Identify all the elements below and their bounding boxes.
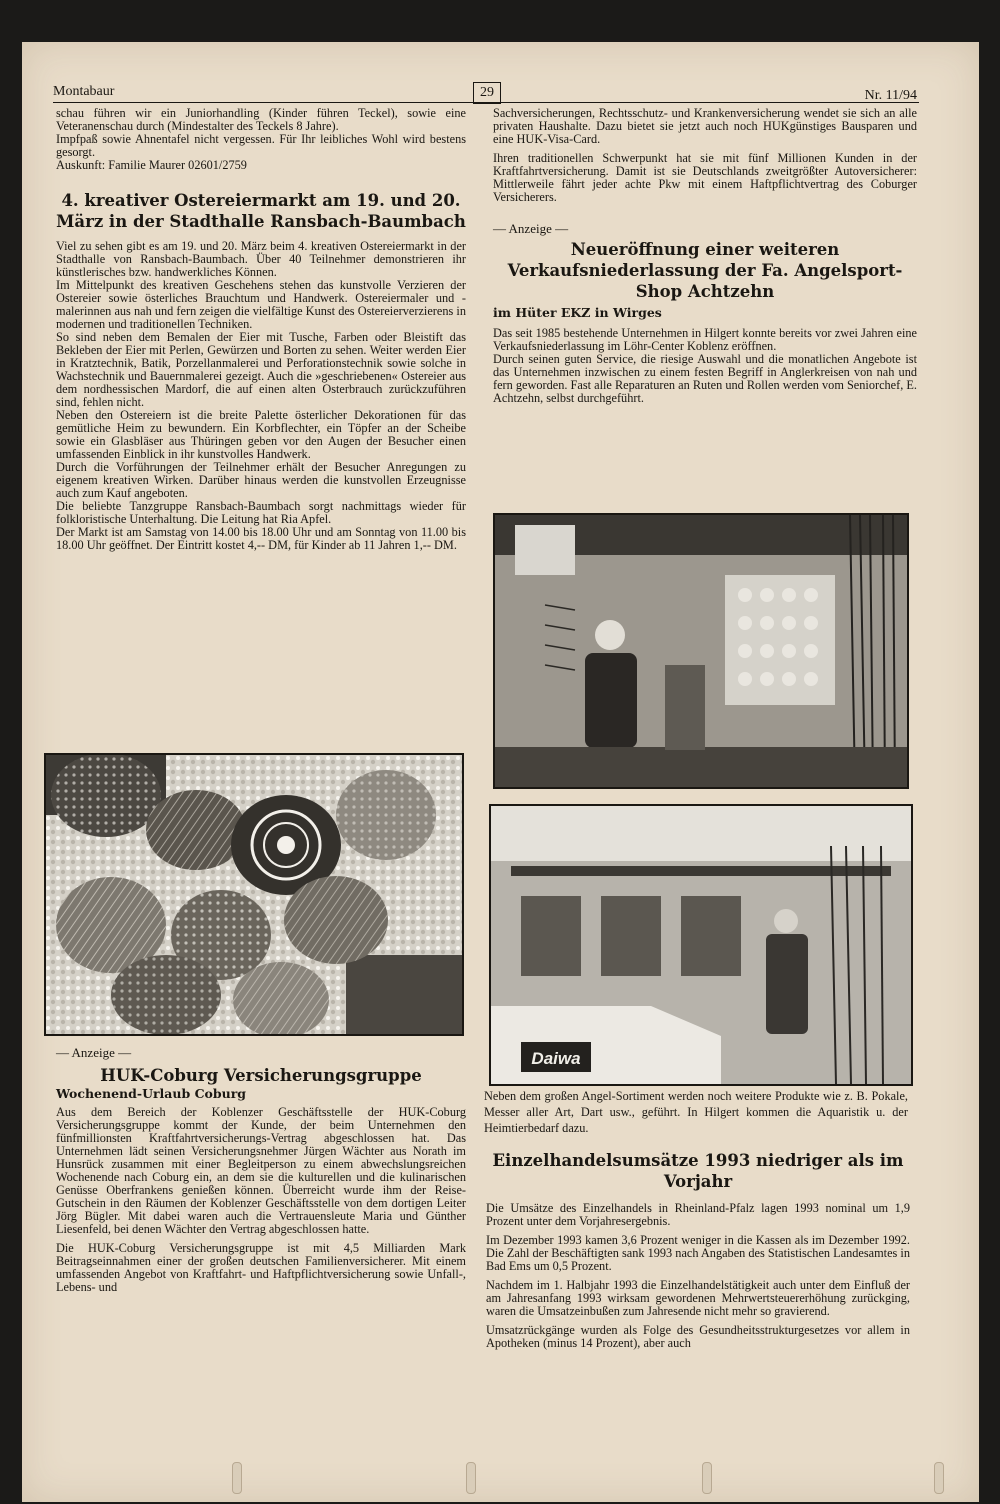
intro-paragraph: Impfpaß sowie Ahnentafel nicht vergessen. Für Ihr leibliches Wohl wird bestens gesorgt.: [56, 132, 466, 159]
decorated-egg: [284, 876, 388, 964]
ostereiermarkt-headline: 4. kreativer Ostereiermarkt am 19. und 20. März in der Stadthalle Ransbach-Baumbach: [56, 191, 466, 231]
page-header: [53, 82, 917, 104]
angelsport-paragraph: Das seit 1985 bestehende Unternehmen in Hilgert konnte bereits vor zwei Jahren eine Verkaufsniederlassung im Löhr-Center Koblenz eröffnen.: [493, 326, 917, 353]
ostereiermarkt-paragraph: Die beliebte Tanzgruppe Ransbach-Baumbach sorgt nachmittags wieder für folkloristische Unterhaltung. Die Leitung hat Ria Apfel.: [56, 499, 466, 526]
intro-paragraph: schau führen wir ein Juniorhandling (Kinder führen Teckel), sowie eine Veteranenschau durch (Mindestalter des Teckels 8 Jahre).: [56, 106, 466, 133]
easter-eggs-photo: [44, 753, 464, 1036]
angelsport-subheadline: im Hüter EKZ in Wirges: [493, 305, 662, 320]
einzelhandel-paragraph: Im Dezember 1993 kamen 3,6 Prozent weniger in die Kassen als im Dezember 1992. Die Zahl der Beschäftigten sank 1993 nach Angaben des Statistischen Landesamtes in Bad Ems um 0,5 Prozent.: [486, 1233, 910, 1273]
shop-photo-caption: Neben dem großen Angel-Sortiment werden noch weitere Produkte wie z. B. Pokale, Messer aller Art, Dart usw., geführt. In Hilgert kommen die Aquaristik u. der Heimtierbedarf dazu.: [484, 1089, 908, 1135]
fishing-shop-photo-owner: [493, 513, 909, 789]
ostereiermarkt-paragraph: Im Mittelpunkt des kreativen Geschehens stehen das kunstvolle Verzieren der Ostereier sowie österliches Brauchtum und Handwerk. Ostereiermaler und -malerinnen aus nah und fern zeigen die vielfältige Kunst des Ostereierverzierens in modernen und traditionellen Techniken.: [56, 278, 466, 331]
ostereiermarkt-paragraph: Durch die Vorführungen der Teilnehmer erhält der Besucher Anregungen zu eigenem kreativen Wirken. Darüber hinaus werden die kunstvollen Erzeugnisse auch zum Kauf angeboten.: [56, 460, 466, 500]
daiwa-sign-text: Daiwa: [531, 1049, 581, 1068]
huk-continuation-paragraph: Ihren traditionellen Schwerpunkt hat sie mit fünf Millionen Kunden in der Kraftfahrtversicherung. Damit ist sie Deutschlands zweitgrößter Autoversicherer: Mittlerweile fährt jeder achte Pkw mit einem Haftpflichtvertrag des Coburger Versicherers.: [493, 151, 917, 204]
huk-article: [56, 1046, 466, 1294]
angelsport-headline: Neueröffnung einer weiteren Verkaufsniederlassung der Fa. Angelsport-Shop Achtzehn: [507, 240, 903, 301]
header-page-number: 29: [473, 82, 501, 104]
einzelhandel-paragraph: Umsatzrückgänge wurden als Folge des Gesundheitsstrukturgesetzes vor allem in Apotheken (minus 14 Prozent), aber auch: [486, 1323, 910, 1350]
decorated-egg: [146, 790, 246, 870]
binder-hole: [702, 1462, 712, 1494]
advertisement-label: — Anzeige —: [493, 221, 569, 236]
intro-contact: Auskunft: Familie Maurer 02601/2759: [56, 158, 247, 172]
einzelhandel-paragraph: Nachdem im 1. Halbjahr 1993 die Einzelhandelstätigkeit auch unter dem Einfluß der am Jahresanfang 1993 wirksam gewordenen Mehrwertsteuererhöhung zurückging, waren die Umsatzeinbußen zum Jahresende nicht mehr so gravierend.: [486, 1278, 910, 1318]
huk-continuation-paragraph: Sachversicherungen, Rechtsschutz- und Krankenversicherung wendet sie sich an alle privaten Haushalte. Dazu bietet sie jetzt auch noch HUKgünstiges Bausparen und eine HUK-Visa-Card.: [493, 106, 917, 146]
ostereiermarkt-paragraph: Der Markt ist am Samstag von 14.00 bis 18.00 Uhr und am Sonntag von 11.00 bis 18.00 Uhr geöffnet. Der Eintritt kostet 4,-- DM, für Kinder ab 11 Jahren 1,-- DM.: [56, 525, 466, 552]
huk-paragraph: Aus dem Bereich der Koblenzer Geschäftsstelle der HUK-Coburg Versicherungsgruppe kommt der Kunde, der beim Unternehmen den fünfmillionsten Kraftfahrtversicherungs-Vertrag abgeschlossen hat. Das Unternehmen lädt seinen Versicherungsnehmer Jürgen Wächter aus Norath im Hunsrück zusammen mit einer Begleitperson zu einem abwechslungsreichen Wochenende nach Coburg ein, an dem sie die kulturellen und die kulinarischen Genüsse Oberfrankens genießen können. Überreicht wurde ihm der Reise-Gutschein in den Räumen der Koblenzer Geschäftsstelle von dem dortigen Leiter Jörg Bügler. Mit dabei waren auch die Vertrauensleute Maria und Günther Liesenfeld, bei denen Wächter den Vertrag abgeschlossen hatte.: [56, 1105, 466, 1236]
header-issue-number: Nr. 11/94: [864, 88, 917, 103]
einzelhandel-headline: Einzelhandelsumsätze 1993 niedriger als im Vorjahr: [492, 1151, 904, 1191]
ostereiermarkt-paragraph: So sind neben dem Bemalen der Eier mit Tusche, Farben oder Bleistift das Bekleben der Eier mit Perlen, Gewürzen und Borten zu sehen. Weiter werden Eier in Kratztechnik, Batik, Porzellanmalerei und Perforationstechnik sowie solche in Wachstechnik und Bauernmalerei gezeigt. Auch die »geschriebenen« Ostereier aus dem nordhessischen Mardorf, die auf einen alten Osterbrauch zurückzuführen sind, fehlen nicht.: [56, 330, 466, 409]
header-section-name: Montabaur: [53, 84, 115, 99]
binder-hole: [934, 1462, 944, 1494]
huk-headline: HUK-Coburg Versicherungsgruppe: [100, 1066, 422, 1085]
advertisement-label: — Anzeige —: [56, 1045, 132, 1060]
einzelhandel-paragraph: Die Umsätze des Einzelhandels in Rheinland-Pfalz lagen 1993 nominal um 1,9 Prozent unter dem Vorjahresergebnis.: [486, 1201, 910, 1228]
fishing-shop-photo-interior: [489, 804, 913, 1086]
angelsport-paragraph: Durch seinen guten Service, die riesige Auswahl und die monatlichen Angebote ist das Unternehmen inzwischen zu einem festen Begriff in Anglerkreisen von nah und fern geworden. Fast alle Reparaturen an Ruten und Rollen werden vom Seniorchef, E. Achtzehn, selbst durchgeführt.: [493, 352, 917, 405]
right-column: [493, 107, 917, 405]
left-column: [56, 107, 466, 552]
ostereiermarkt-paragraph: Viel zu sehen gibt es am 19. und 20. März beim 4. kreativen Ostereiermarkt in der Stadthalle von Ransbach-Baumbach. Über 40 Teilnehmer demonstrieren ihr künstlerisches bzw. handwerkliches Können.: [56, 239, 466, 279]
einzelhandel-article: [486, 1150, 910, 1350]
decorated-egg: [111, 955, 221, 1034]
huk-paragraph: Die HUK-Coburg Versicherungsgruppe ist mit 4,5 Milliarden Mark Beitragseinnahmen einer der großen deutschen Familienversicherer. Mit einem umfassenden Angebot von Kraftfahrt- und Haftpflichtversicherung sowie Unfall-, Lebens- und: [56, 1241, 466, 1294]
ostereiermarkt-paragraph: Neben den Ostereiern ist die breite Palette österlicher Dekorationen für das gemütliche Heim zu bewundern. Ein Korbflechter, ein Töpfer an der Scheibe sowie ein Glasbläser aus Thüringen geben vor den Augen der Besucher einen umfassenden Einblick in ihr kunstvolles Handwerk.: [56, 408, 466, 461]
decorated-egg: [336, 770, 436, 860]
header-rule: [53, 102, 919, 103]
huk-subheadline: Wochenend-Urlaub Coburg: [56, 1086, 247, 1101]
binder-hole: [232, 1462, 242, 1494]
binder-hole: [466, 1462, 476, 1494]
decorated-egg: [51, 755, 161, 837]
